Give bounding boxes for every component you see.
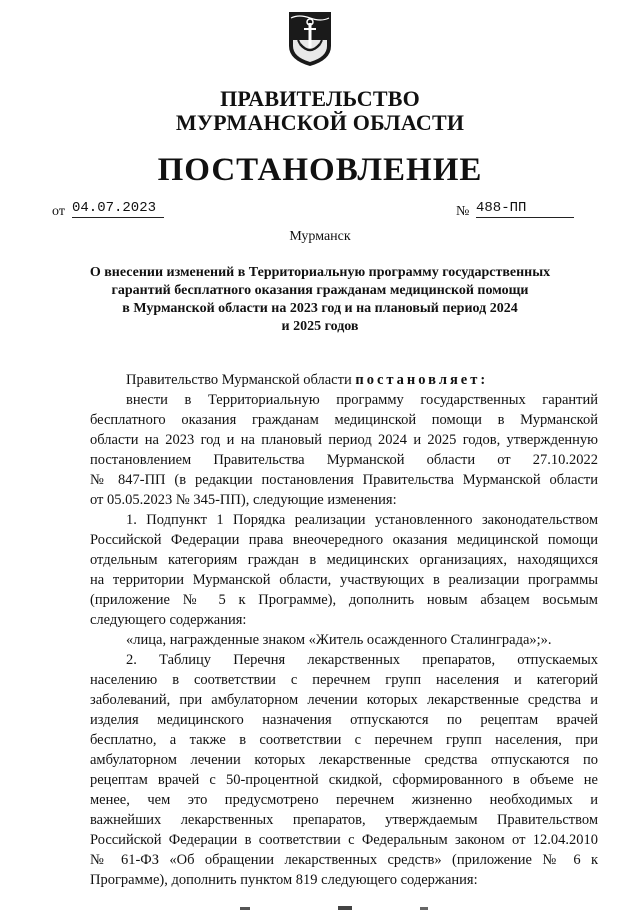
title-line: гарантий бесплатного оказания гражданам медицинской помощи (111, 283, 529, 298)
body-line: населению в соответствии с перечнем групп населения и категорий (90, 672, 598, 688)
body-line: бесплатного оказания гражданам медицинской помощи в Мурманской (90, 412, 598, 428)
number-prefix: № (456, 204, 470, 219)
body-line: важнейших лекарственных препаратов, утверждаемым Правительством (90, 812, 598, 828)
body-line: «лица, награжденные знаком «Житель осажденного Сталинграда»;». (126, 632, 552, 648)
body-line: следующего содержания: (90, 612, 247, 628)
body-line: амбулаторном лечении которых лекарственные средства отпускаются по (90, 752, 598, 768)
body-line: (приложение № 5 к Программе), дополнить новым абзацем восьмым (90, 592, 598, 608)
body-line: постановлением Правительства Мурманской области от 27.10.2022 (90, 452, 598, 468)
body-line: Программе), дополнить пунктом 819 следующего содержания: (90, 872, 478, 888)
title-line: и 2025 годов (281, 319, 359, 334)
body-line: от 05.05.2023 № 345-ПП), следующие изменения: (90, 492, 397, 508)
document-date: 04.07.2023 (72, 200, 164, 218)
body-line: области на 2023 год и на плановый период 2024 и 2025 годов, утвержденную (90, 432, 598, 448)
authority-name-line-2: МУРМАНСКОЙ ОБЛАСТИ (175, 110, 465, 135)
body-line: изделия медицинского назначения отпускаются по рецептам врачей (90, 712, 598, 728)
body-line: на территории Мурманской области, участвующих в реализации программы (90, 572, 598, 588)
document-type: ПОСТАНОВЛЕНИЕ (157, 152, 483, 188)
body-line: отдельным категориям граждан в медицинских организациях, находящихся (90, 552, 598, 568)
title-line: в Мурманской области на 2023 год и на плановый период 2024 (122, 301, 518, 316)
body-line: № 847-ПП (в редакции постановления Правительства Мурманской области (90, 472, 598, 488)
body-line: № 61-ФЗ «Об обращении лекарственных средств» (приложение № 6 к (90, 852, 598, 868)
body-line: Российской Федерации в соответствии с Федеральным законом от 12.04.2010 (90, 832, 598, 848)
body-line: 2. Таблицу Перечня лекарственных препаратов, отпускаемых (126, 652, 598, 668)
body-line: заболеваний, при амбулаторном лечении которых лекарственные средства и (90, 692, 598, 708)
body-line: менее, чем это предусмотрено перечнем жизненно необходимых и (90, 792, 598, 808)
city-name: Мурманск (289, 229, 351, 244)
body-line: 1. Подпункт 1 Порядка реализации установленного законодательством (126, 512, 598, 528)
authority-name-line-1: ПРАВИТЕЛЬСТВО (220, 86, 420, 111)
body-line: бесплатно, а также в соответствии с перечнем групп населения, при (90, 732, 598, 748)
date-prefix: от (52, 204, 65, 219)
scan-stamp-marks-icon (220, 904, 460, 913)
document-number: 488-ПП (476, 200, 574, 218)
decree-verb: постановляет: (355, 372, 489, 388)
body-line: Российской Федерации права внеочередного оказания медицинской помощи (90, 532, 598, 548)
murmansk-coat-of-arms-icon (287, 10, 333, 68)
body-line: внести в Территориальную программу государственных гарантий (126, 392, 598, 408)
body-line: рецептам врачей с 50-процентной скидкой, сформированного в объеме не (90, 772, 598, 788)
decree-intro (126, 370, 598, 390)
title-line: О внесении изменений в Территориальную программу государственных (89, 265, 551, 280)
decree-subject: Правительство Мурманской области (126, 372, 352, 388)
